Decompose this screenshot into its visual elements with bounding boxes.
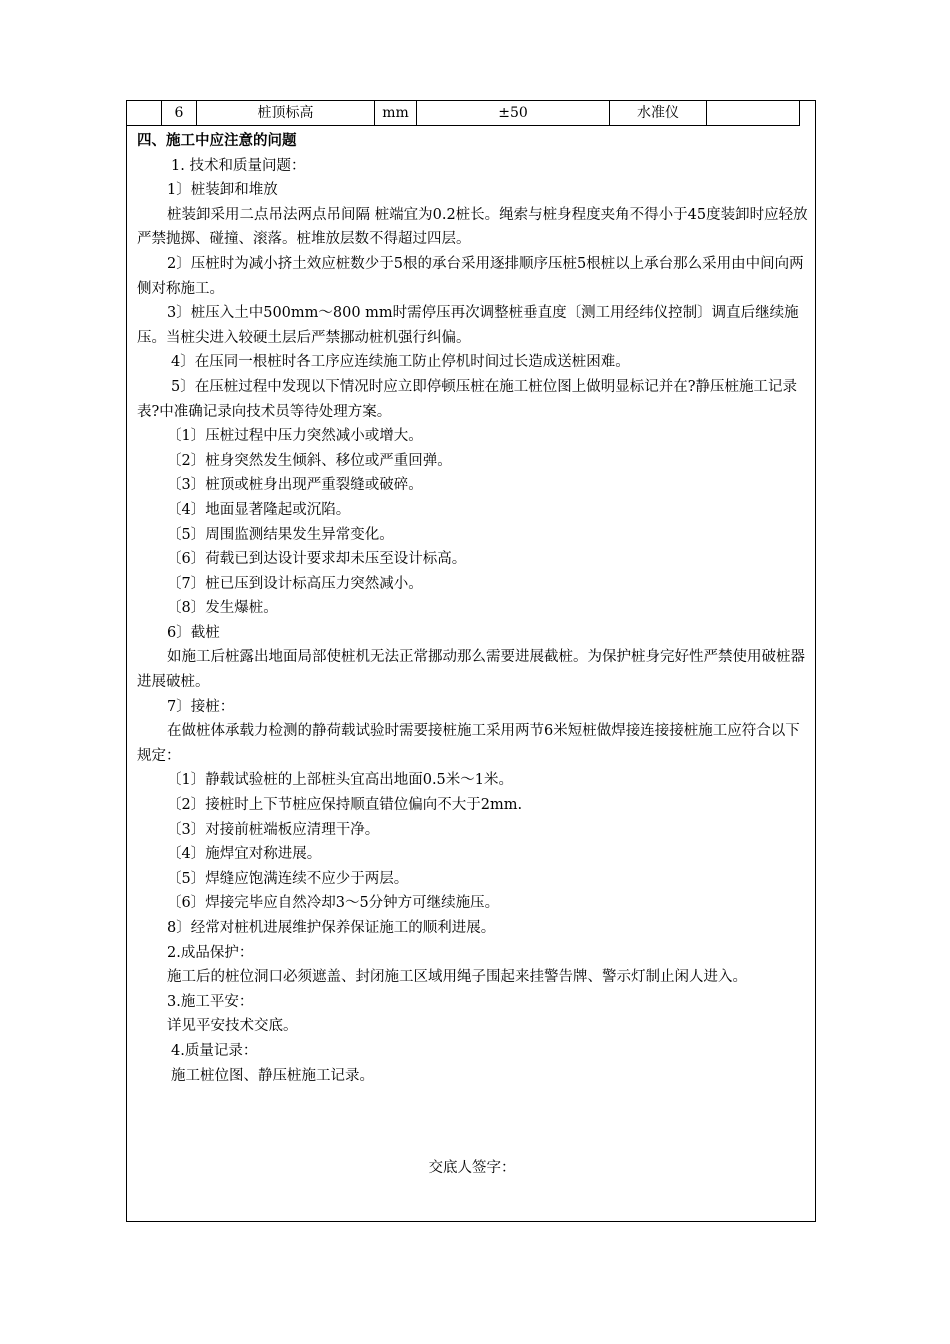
- list-item: 〔1〕压桩过程中压力突然减小或增大。: [167, 428, 423, 445]
- paragraph: 4.质量记录：: [171, 1042, 258, 1059]
- list-item: 〔4〕地面显著隆起或沉陷。: [167, 501, 351, 518]
- paragraph: 1. 技术和质量问题：: [171, 157, 306, 174]
- unit-cell: mm: [375, 101, 417, 126]
- paragraph: 6〕截桩: [167, 624, 220, 641]
- list-item: 〔3〕对接前桩端板应清理干净。: [167, 821, 380, 838]
- document-sheet: [126, 100, 816, 1222]
- paragraph: 5〕在压桩过程中发现以下情况时应立即停顿压桩在施工桩位图上做明显标记并在?静压桩施工记录表?中准确记录向技术员等待处理方案。: [137, 378, 797, 420]
- method-cell: 水准仪: [610, 101, 707, 126]
- paragraph: 施工后的桩位洞口必须遮盖、封闭施工区域用绳子围起来挂警告牌、警示灯制止闲人进入。: [167, 969, 747, 986]
- paragraph: 4〕在压同一根桩时各工序应连续施工防止停机时间过长造成送桩困难。: [171, 354, 630, 371]
- list-item: 〔3〕桩顶或桩身出现严重裂缝或破碎。: [167, 477, 423, 494]
- paragraph: 1〕桩装卸和堆放: [167, 182, 278, 199]
- list-item: 〔5〕焊缝应饱满连续不应少于两层。: [167, 870, 409, 887]
- paragraph: 3.施工平安：: [167, 993, 254, 1010]
- blank-cell: [127, 101, 162, 126]
- list-item: 〔2〕接桩时上下节桩应保持顺直错位偏向不大于2mm.: [167, 797, 523, 814]
- paragraph: 3〕桩压入土中500mm～800 mm时需停压再次调整桩垂直度〔测工用经纬仪控制〕调直后继续施压。当桩尖进入较硬土层后严禁挪动桩机强行纠偏。: [137, 305, 799, 346]
- paragraph: 2.成品保护：: [167, 944, 254, 961]
- item-cell: 桩顶标高: [197, 101, 375, 126]
- paragraph: 7〕接桩：: [167, 698, 235, 715]
- list-item: 〔6〕焊接完毕应自然冷却3～5分钟方可继续施压。: [167, 895, 500, 912]
- list-item: 〔7〕桩已压到设计标高压力突然减小。: [167, 575, 423, 592]
- paragraph: 2〕压桩时为减小挤土效应桩数少于5根的承台采用逐排顺序压桩5根桩以上承台那么采用由中间向两侧对称施工。: [137, 255, 804, 297]
- table-row: [127, 101, 800, 126]
- paragraph: 详见平安技术交底。: [167, 1018, 298, 1035]
- list-item: 〔6〕荷载已到达设计要求却未压至设计标高。: [167, 551, 467, 568]
- list-item: 〔2〕桩身突然发生倾斜、移位或严重回弹。: [167, 452, 452, 469]
- paragraph: 8〕经常对桩机进展维护保养保证施工的顺利进展。: [167, 920, 496, 936]
- paragraph: 如施工后桩露出地面局部使桩机无法正常挪动那么需要进展截桩。为保护桩身完好性严禁使用破桩器进展破桩。: [137, 649, 805, 691]
- tolerance-cell: ±50: [417, 101, 610, 126]
- list-item: 〔5〕周围监测结果发生异常变化。: [167, 526, 394, 543]
- list-item: 〔4〕施焊宜对称进展。: [167, 846, 322, 863]
- paragraph: 桩装卸采用二点吊法两点吊间隔 桩端宜为0.2桩长。绳索与桩身程度夹角不得小于45度装卸时应轻放严禁抛掷、碰撞、滚落。桩堆放层数不得超过四层。: [137, 206, 808, 248]
- paragraph: 施工桩位图、静压桩施工记录。: [171, 1067, 374, 1084]
- remark-cell: [707, 101, 800, 126]
- list-item: 〔1〕静载试验桩的上部桩头宜高出地面0.5米～1米。: [167, 772, 514, 789]
- paragraph: 在做桩体承载力检测的静荷载试验时需要接桩施工采用两节6米短桩做焊接连接接桩施工应符合以下规定：: [137, 723, 800, 764]
- signature-label: 交底人签字：: [428, 1160, 516, 1176]
- section-title: 四、施工中应注意的问题: [137, 133, 297, 149]
- list-item: 〔8〕发生爆桩。: [167, 600, 278, 617]
- content-body: [137, 129, 809, 1088]
- index-cell: 6: [162, 101, 197, 126]
